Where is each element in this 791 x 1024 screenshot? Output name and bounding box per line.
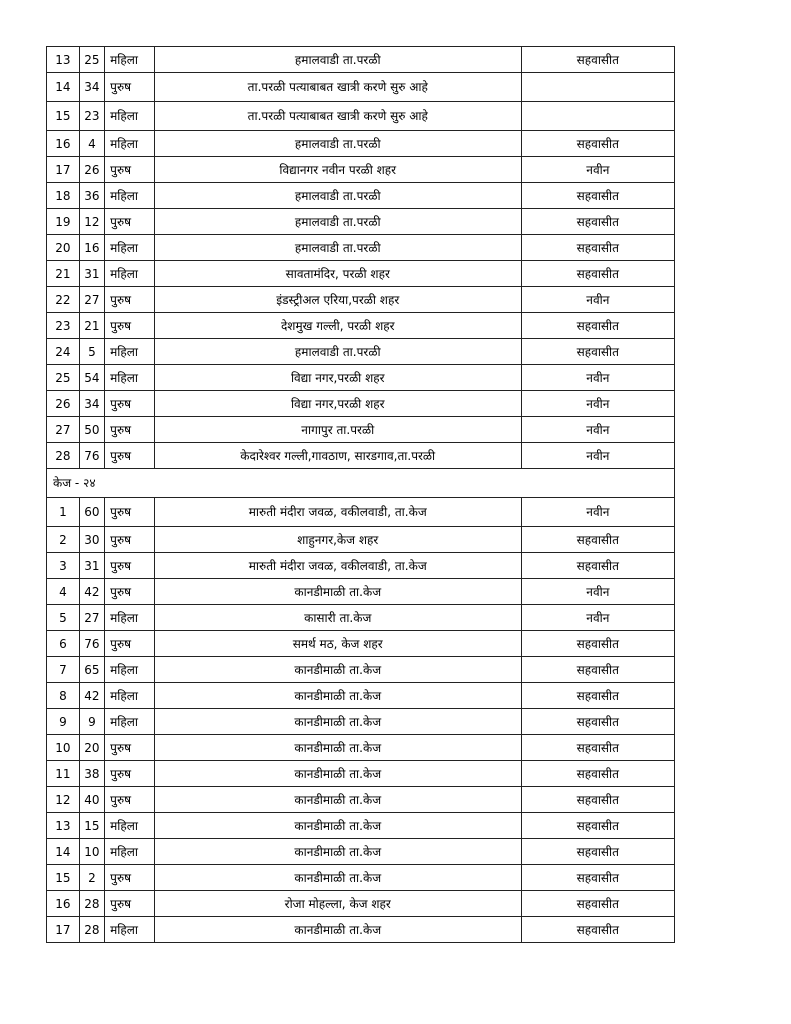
- gender-cell: महिला: [105, 339, 155, 365]
- address-cell: कानडीमाळी ता.केज: [154, 865, 521, 891]
- age-cell: 5: [79, 339, 104, 365]
- gender-cell: महिला: [105, 917, 155, 943]
- status-cell: नवीन: [521, 579, 674, 605]
- table-row: [47, 631, 675, 657]
- gender-cell: पुरुष: [105, 313, 155, 339]
- gender-cell: महिला: [105, 365, 155, 391]
- table-row: [47, 391, 675, 417]
- serial-number-cell: 5: [47, 605, 80, 631]
- table-row: [47, 917, 675, 943]
- age-cell: 42: [79, 683, 104, 709]
- table-row: [47, 131, 675, 157]
- table-row: [47, 183, 675, 209]
- serial-number-cell: 20: [47, 235, 80, 261]
- gender-cell: पुरुष: [105, 787, 155, 813]
- table-row: [47, 498, 675, 527]
- gender-cell: पुरुष: [105, 527, 155, 553]
- address-cell: केदारेश्वर गल्ली,गावठाण, सारडगाव,ता.परळी: [154, 443, 521, 469]
- address-cell: कानडीमाळी ता.केज: [154, 761, 521, 787]
- address-cell: कानडीमाळी ता.केज: [154, 787, 521, 813]
- serial-number-cell: 1: [47, 498, 80, 527]
- table-body: [47, 47, 675, 943]
- address-cell: रोजा मोहल्ला, केज शहर: [154, 891, 521, 917]
- table-row: [47, 443, 675, 469]
- address-cell: कानडीमाळी ता.केज: [154, 657, 521, 683]
- table-row: [47, 709, 675, 735]
- status-cell: सहवासीत: [521, 183, 674, 209]
- address-cell: देशमुख गल्ली, परळी शहर: [154, 313, 521, 339]
- patient-table: [46, 46, 675, 943]
- table-row: [47, 735, 675, 761]
- serial-number-cell: 19: [47, 209, 80, 235]
- gender-cell: महिला: [105, 131, 155, 157]
- age-cell: 34: [79, 73, 104, 102]
- age-cell: 28: [79, 917, 104, 943]
- gender-cell: पुरुष: [105, 498, 155, 527]
- gender-cell: पुरुष: [105, 735, 155, 761]
- status-cell: सहवासीत: [521, 917, 674, 943]
- address-cell: ता.परळी पत्याबाबत खात्री करणे सुरु आहे: [154, 73, 521, 102]
- serial-number-cell: 26: [47, 391, 80, 417]
- age-cell: 60: [79, 498, 104, 527]
- address-cell: कासारी ता.केज: [154, 605, 521, 631]
- serial-number-cell: 14: [47, 839, 80, 865]
- serial-number-cell: 8: [47, 683, 80, 709]
- status-cell: सहवासीत: [521, 313, 674, 339]
- status-cell: सहवासीत: [521, 553, 674, 579]
- serial-number-cell: 12: [47, 787, 80, 813]
- age-cell: 20: [79, 735, 104, 761]
- status-cell: नवीन: [521, 605, 674, 631]
- table-row: [47, 527, 675, 553]
- serial-number-cell: 14: [47, 73, 80, 102]
- status-cell: सहवासीत: [521, 787, 674, 813]
- section-heading: केज - २४: [47, 469, 675, 498]
- age-cell: 54: [79, 365, 104, 391]
- age-cell: 16: [79, 235, 104, 261]
- status-cell: सहवासीत: [521, 709, 674, 735]
- gender-cell: पुरुष: [105, 443, 155, 469]
- address-cell: कानडीमाळी ता.केज: [154, 813, 521, 839]
- address-cell: नागापुर ता.परळी: [154, 417, 521, 443]
- age-cell: 31: [79, 261, 104, 287]
- serial-number-cell: 13: [47, 47, 80, 73]
- gender-cell: महिला: [105, 605, 155, 631]
- gender-cell: महिला: [105, 183, 155, 209]
- serial-number-cell: 9: [47, 709, 80, 735]
- table-row: [47, 365, 675, 391]
- gender-cell: पुरुष: [105, 157, 155, 183]
- gender-cell: महिला: [105, 261, 155, 287]
- section-heading-row: [47, 469, 675, 498]
- age-cell: 31: [79, 553, 104, 579]
- address-cell: विद्या नगर,परळी शहर: [154, 365, 521, 391]
- table-row: [47, 73, 675, 102]
- serial-number-cell: 3: [47, 553, 80, 579]
- address-cell: हमालवाडी ता.परळी: [154, 131, 521, 157]
- address-cell: विद्या नगर,परळी शहर: [154, 391, 521, 417]
- status-cell: सहवासीत: [521, 339, 674, 365]
- serial-number-cell: 18: [47, 183, 80, 209]
- address-cell: हमालवाडी ता.परळी: [154, 339, 521, 365]
- address-cell: मारुती मंदीरा जवळ, वकीलवाडी, ता.केज: [154, 498, 521, 527]
- address-cell: कानडीमाळी ता.केज: [154, 683, 521, 709]
- status-cell: सहवासीत: [521, 131, 674, 157]
- address-cell: कानडीमाळी ता.केज: [154, 709, 521, 735]
- age-cell: 38: [79, 761, 104, 787]
- serial-number-cell: 16: [47, 891, 80, 917]
- age-cell: 27: [79, 605, 104, 631]
- table-row: [47, 209, 675, 235]
- address-cell: कानडीमाळी ता.केज: [154, 579, 521, 605]
- table-row: [47, 761, 675, 787]
- gender-cell: महिला: [105, 657, 155, 683]
- serial-number-cell: 15: [47, 865, 80, 891]
- status-cell: सहवासीत: [521, 631, 674, 657]
- age-cell: 15: [79, 813, 104, 839]
- age-cell: 36: [79, 183, 104, 209]
- address-cell: मारुती मंदीरा जवळ, वकीलवाडी, ता.केज: [154, 553, 521, 579]
- age-cell: 2: [79, 865, 104, 891]
- serial-number-cell: 16: [47, 131, 80, 157]
- gender-cell: पुरुष: [105, 891, 155, 917]
- table-row: [47, 813, 675, 839]
- status-cell: [521, 73, 674, 102]
- status-cell: नवीन: [521, 443, 674, 469]
- status-cell: नवीन: [521, 498, 674, 527]
- age-cell: 10: [79, 839, 104, 865]
- table-row: [47, 261, 675, 287]
- status-cell: सहवासीत: [521, 527, 674, 553]
- status-cell: नवीन: [521, 417, 674, 443]
- age-cell: 4: [79, 131, 104, 157]
- gender-cell: पुरुष: [105, 579, 155, 605]
- status-cell: सहवासीत: [521, 657, 674, 683]
- gender-cell: पुरुष: [105, 209, 155, 235]
- gender-cell: पुरुष: [105, 287, 155, 313]
- address-cell: विद्यानगर नवीन परळी शहर: [154, 157, 521, 183]
- table-row: [47, 683, 675, 709]
- address-cell: समर्थ मठ, केज शहर: [154, 631, 521, 657]
- gender-cell: पुरुष: [105, 417, 155, 443]
- table-row: [47, 553, 675, 579]
- table-row: [47, 157, 675, 183]
- address-cell: हमालवाडी ता.परळी: [154, 47, 521, 73]
- gender-cell: महिला: [105, 102, 155, 131]
- status-cell: सहवासीत: [521, 47, 674, 73]
- address-cell: हमालवाडी ता.परळी: [154, 183, 521, 209]
- serial-number-cell: 6: [47, 631, 80, 657]
- status-cell: नवीन: [521, 287, 674, 313]
- age-cell: 30: [79, 527, 104, 553]
- status-cell: सहवासीत: [521, 813, 674, 839]
- age-cell: 12: [79, 209, 104, 235]
- address-cell: ता.परळी पत्याबाबत खात्री करणे सुरु आहे: [154, 102, 521, 131]
- serial-number-cell: 15: [47, 102, 80, 131]
- age-cell: 34: [79, 391, 104, 417]
- age-cell: 9: [79, 709, 104, 735]
- gender-cell: महिला: [105, 683, 155, 709]
- serial-number-cell: 17: [47, 917, 80, 943]
- gender-cell: पुरुष: [105, 553, 155, 579]
- serial-number-cell: 7: [47, 657, 80, 683]
- table-row: [47, 313, 675, 339]
- status-cell: सहवासीत: [521, 865, 674, 891]
- table-row: [47, 865, 675, 891]
- serial-number-cell: 21: [47, 261, 80, 287]
- age-cell: 76: [79, 443, 104, 469]
- status-cell: सहवासीत: [521, 235, 674, 261]
- table-row: [47, 235, 675, 261]
- serial-number-cell: 2: [47, 527, 80, 553]
- status-cell: नवीन: [521, 391, 674, 417]
- table-row: [47, 287, 675, 313]
- gender-cell: महिला: [105, 709, 155, 735]
- table-row: [47, 579, 675, 605]
- gender-cell: महिला: [105, 235, 155, 261]
- address-cell: हमालवाडी ता.परळी: [154, 209, 521, 235]
- serial-number-cell: 10: [47, 735, 80, 761]
- status-cell: सहवासीत: [521, 761, 674, 787]
- serial-number-cell: 25: [47, 365, 80, 391]
- serial-number-cell: 28: [47, 443, 80, 469]
- table-row: [47, 891, 675, 917]
- gender-cell: पुरुष: [105, 761, 155, 787]
- status-cell: नवीन: [521, 157, 674, 183]
- status-cell: सहवासीत: [521, 209, 674, 235]
- status-cell: सहवासीत: [521, 735, 674, 761]
- gender-cell: महिला: [105, 813, 155, 839]
- serial-number-cell: 11: [47, 761, 80, 787]
- age-cell: 50: [79, 417, 104, 443]
- serial-number-cell: 23: [47, 313, 80, 339]
- status-cell: सहवासीत: [521, 891, 674, 917]
- address-cell: कानडीमाळी ता.केज: [154, 917, 521, 943]
- status-cell: सहवासीत: [521, 683, 674, 709]
- table-row: [47, 605, 675, 631]
- address-cell: कानडीमाळी ता.केज: [154, 839, 521, 865]
- age-cell: 25: [79, 47, 104, 73]
- table-row: [47, 102, 675, 131]
- table-row: [47, 339, 675, 365]
- status-cell: सहवासीत: [521, 261, 674, 287]
- age-cell: 42: [79, 579, 104, 605]
- gender-cell: महिला: [105, 839, 155, 865]
- age-cell: 21: [79, 313, 104, 339]
- age-cell: 26: [79, 157, 104, 183]
- gender-cell: पुरुष: [105, 391, 155, 417]
- serial-number-cell: 27: [47, 417, 80, 443]
- age-cell: 28: [79, 891, 104, 917]
- age-cell: 40: [79, 787, 104, 813]
- address-cell: इंडस्ट्रीअल एरिया,परळी शहर: [154, 287, 521, 313]
- serial-number-cell: 17: [47, 157, 80, 183]
- serial-number-cell: 24: [47, 339, 80, 365]
- gender-cell: पुरुष: [105, 631, 155, 657]
- table-row: [47, 787, 675, 813]
- age-cell: 65: [79, 657, 104, 683]
- address-cell: हमालवाडी ता.परळी: [154, 235, 521, 261]
- serial-number-cell: 4: [47, 579, 80, 605]
- table-row: [47, 657, 675, 683]
- address-cell: सावतामंदिर, परळी शहर: [154, 261, 521, 287]
- age-cell: 76: [79, 631, 104, 657]
- status-cell: [521, 102, 674, 131]
- status-cell: सहवासीत: [521, 839, 674, 865]
- address-cell: कानडीमाळी ता.केज: [154, 735, 521, 761]
- gender-cell: पुरुष: [105, 73, 155, 102]
- gender-cell: पुरुष: [105, 865, 155, 891]
- age-cell: 27: [79, 287, 104, 313]
- table-row: [47, 417, 675, 443]
- serial-number-cell: 13: [47, 813, 80, 839]
- serial-number-cell: 22: [47, 287, 80, 313]
- status-cell: नवीन: [521, 365, 674, 391]
- gender-cell: महिला: [105, 47, 155, 73]
- age-cell: 23: [79, 102, 104, 131]
- address-cell: शाहुनगर,केज शहर: [154, 527, 521, 553]
- table-row: [47, 839, 675, 865]
- table-row: [47, 47, 675, 73]
